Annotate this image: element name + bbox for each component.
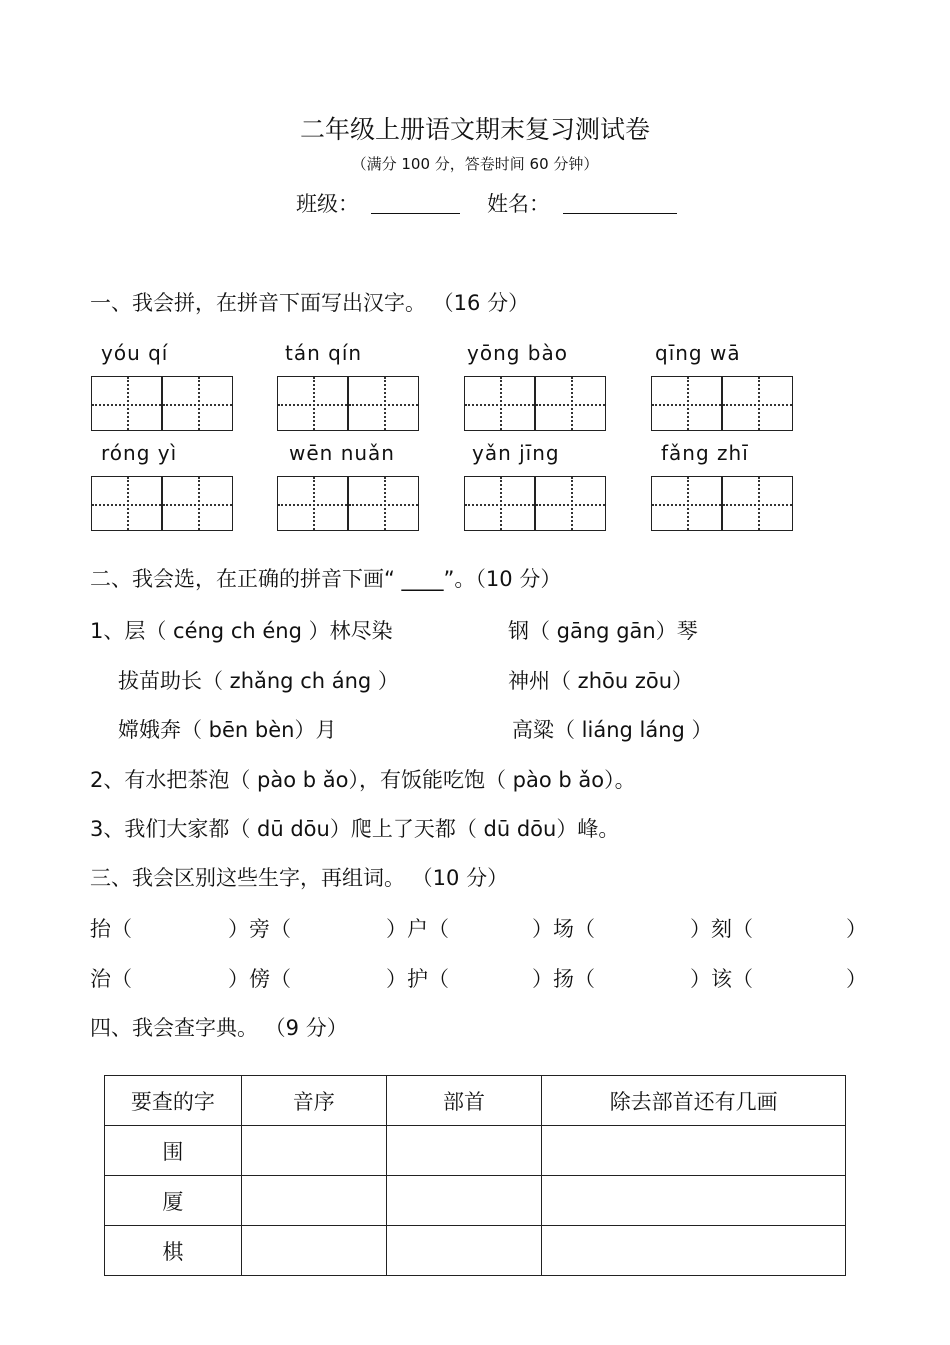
- pinyin-label: tán qín: [285, 341, 363, 365]
- writing-box[interactable]: [348, 476, 419, 531]
- class-label: 班级：: [296, 192, 359, 216]
- column-header: 除去部首还有几画: [542, 1076, 846, 1126]
- section1-heading: 一、我会拼，在拼音下面写出汉字。 （16 分）: [90, 291, 530, 315]
- table-cell-char: 棋: [105, 1226, 242, 1276]
- question-1a-right: 钢（ gāng gān）琴: [508, 619, 698, 643]
- writing-box[interactable]: [722, 376, 793, 431]
- question-1c-left: 嫦娥奔（ bēn bèn）月: [118, 718, 337, 742]
- pinyin-label: yóu qí: [101, 341, 169, 365]
- word-prompt: ）扬（: [532, 967, 595, 991]
- table-cell[interactable]: [386, 1176, 542, 1226]
- question-1b-right: 神州（ zhōu zōu）: [508, 669, 694, 693]
- table-cell[interactable]: [542, 1126, 846, 1176]
- section3-heading: 三、我会区别这些生字，再组词。 （10 分）: [90, 866, 509, 890]
- table-row: [105, 1226, 846, 1276]
- pinyin-label: fǎng zhī: [661, 441, 749, 465]
- writing-box[interactable]: [277, 476, 348, 531]
- table-cell[interactable]: [241, 1226, 386, 1276]
- word-prompt: ）刻（: [690, 917, 753, 941]
- writing-box[interactable]: [722, 476, 793, 531]
- pinyin-label: wēn nuǎn: [289, 441, 395, 465]
- table-cell[interactable]: [386, 1226, 542, 1276]
- writing-box[interactable]: [651, 476, 722, 531]
- table-cell[interactable]: [241, 1126, 386, 1176]
- word-prompt: ）场（: [532, 917, 595, 941]
- question-1a-left: 1、层（ céng ch éng ）林尽染: [90, 619, 393, 643]
- table-cell-char: 围: [105, 1126, 242, 1176]
- table-cell-char: 厦: [105, 1176, 242, 1226]
- page-subtitle: （满分 100 分，答卷时间 60 分钟）: [351, 155, 599, 173]
- table-row: [105, 1176, 846, 1226]
- table-cell[interactable]: [542, 1226, 846, 1276]
- name-blank[interactable]: [563, 213, 677, 214]
- word-prompt: ）: [846, 917, 867, 941]
- question-1c-right: 高粱（ liáng láng ）: [512, 718, 713, 742]
- column-header: 音序: [241, 1076, 386, 1126]
- writing-box[interactable]: [162, 476, 233, 531]
- word-prompt: ）户（: [386, 917, 449, 941]
- word-prompt: ）护（: [386, 967, 449, 991]
- column-header: 要查的字: [105, 1076, 242, 1126]
- dictionary-table: [104, 1075, 846, 1276]
- question-3: 3、我们大家都（ dū dōu）爬上了天都（ dū dōu）峰。: [90, 817, 620, 841]
- question-2: 2、有水把茶泡（ pào b ǎo），有饭能吃饱（ pào b ǎo）。: [90, 768, 636, 792]
- writing-box[interactable]: [91, 376, 162, 431]
- pinyin-label: róng yì: [101, 441, 178, 465]
- pinyin-label: yǎn jīng: [472, 441, 560, 465]
- writing-box[interactable]: [535, 476, 606, 531]
- writing-box[interactable]: [348, 376, 419, 431]
- pinyin-label: qīng wā: [655, 341, 741, 365]
- writing-box[interactable]: [464, 376, 535, 431]
- word-prompt: ）旁（: [228, 917, 291, 941]
- writing-box[interactable]: [535, 376, 606, 431]
- column-header: 部首: [386, 1076, 542, 1126]
- word-prompt: ）: [846, 967, 867, 991]
- writing-box[interactable]: [464, 476, 535, 531]
- table-header-row: [105, 1076, 846, 1126]
- word-prompt: ）傍（: [228, 967, 291, 991]
- name-label: 姓名：: [487, 192, 550, 216]
- section2-heading: 二、我会选，在正确的拼音下画“ ____”。（10 分）: [90, 567, 562, 591]
- page-title: 二年级上册语文期末复习测试卷: [299, 115, 650, 144]
- writing-box[interactable]: [651, 376, 722, 431]
- word-prompt: 治（: [90, 967, 132, 991]
- writing-box[interactable]: [162, 376, 233, 431]
- table-cell[interactable]: [386, 1126, 542, 1176]
- table-row: [105, 1126, 846, 1176]
- writing-box[interactable]: [277, 376, 348, 431]
- word-prompt: ）该（: [690, 967, 753, 991]
- word-prompt: 抬（: [90, 917, 132, 941]
- section4-heading: 四、我会查字典。 （9 分）: [90, 1016, 348, 1040]
- table-cell[interactable]: [241, 1176, 386, 1226]
- table-cell[interactable]: [542, 1176, 846, 1226]
- pinyin-label: yōng bào: [467, 341, 568, 365]
- question-1b-left: 拔苗助长（ zhǎng ch áng ）: [118, 669, 399, 693]
- class-blank[interactable]: [371, 213, 460, 214]
- writing-box[interactable]: [91, 476, 162, 531]
